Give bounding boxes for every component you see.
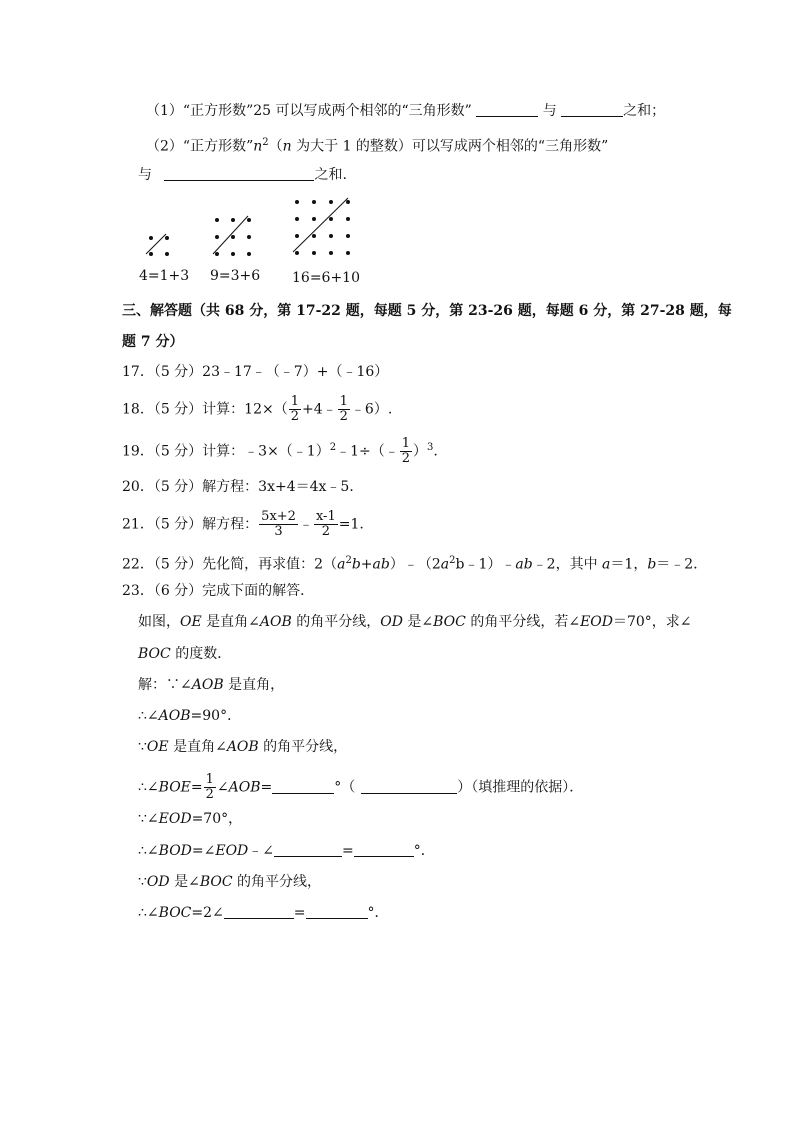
- fraction: $\frac{1}{2}$: [205, 772, 214, 802]
- figure-3-label: 16=6+10: [292, 270, 360, 286]
- question-19: 19．（5 分）计算：﹣3×（﹣1）$^2$﹣1÷（﹣ $\frac{1}{2}$ ）$^3$.: [122, 436, 438, 466]
- q23-description: 如图，OE 是直角∠AOB 的角平分线，OD 是∠BOC 的角平分线，若∠EOD＝70°，求∠: [138, 614, 692, 630]
- answer-blank[interactable]: [272, 779, 334, 794]
- question-23: 23．（6 分）完成下面的解答．: [122, 583, 315, 599]
- figure-3x3-dots: [213, 216, 251, 256]
- answer-blank[interactable]: [164, 166, 314, 181]
- reason-blank[interactable]: [361, 779, 457, 794]
- part-2-line: （2）“正方形数$”n^2(n$ 为大于 1 的整数）可以写成两个相邻的“三角形数”: [146, 137, 609, 155]
- figure-2-label: 9=3+6: [210, 268, 261, 284]
- q23-step-7: ∵OD 是∠BOC 的角平分线，: [138, 874, 322, 890]
- answer-blank[interactable]: [476, 102, 538, 117]
- figure-4x4-dots: [293, 198, 350, 255]
- answer-blank[interactable]: [224, 904, 294, 919]
- q23-step-2: ∴∠AOB=90°．: [138, 708, 242, 724]
- fraction: $\frac{1}{2}$: [339, 394, 348, 424]
- q23-description-cont: BOC 的度数．: [138, 646, 232, 662]
- figure-1-label: 4=1+3: [139, 268, 190, 284]
- section-3-heading: 三、解答题（共 68 分，第 17-22 题，每题 5 分，第 23-26 题，每题 6 分，第 27-28 题，每: [122, 303, 732, 319]
- question-21: 21．（5 分）解方程： $\frac{5x+2}{3}$ ﹣ $\frac{x-1}{2}$ =1.: [122, 509, 364, 539]
- part-2-line-cont: 与 之和.: [138, 167, 347, 183]
- answer-blank[interactable]: [274, 842, 342, 857]
- answer-blank[interactable]: [354, 842, 414, 857]
- q23-step-1: 解：∵∠AOB 是直角，: [138, 677, 285, 693]
- q23-step-8: ∴∠BOC=2∠ = °．: [138, 905, 389, 921]
- q23-step-5: ∵∠EOD=70°，: [138, 811, 243, 827]
- figure-2x2-dots: [146, 234, 169, 256]
- q23-step-3: ∵OE 是直角∠AOB 的角平分线，: [138, 739, 348, 755]
- fraction: $\frac{5x+2}{3}$: [261, 509, 296, 539]
- answer-blank[interactable]: [561, 102, 623, 117]
- part-1-line: （1）“正方形数”25 可以写成两个相邻的“三角形数” 与 之和；: [146, 103, 666, 119]
- question-17: 17．（5 分）23﹣17﹣（﹣7）+（﹣16）: [122, 364, 389, 380]
- question-18: 18．（5 分）计算：12×（ $\frac{1}{2}$ +4﹣ $\frac{1}{2}$ ﹣6）.: [122, 394, 393, 424]
- section-3-heading-cont: 题 7 分）: [122, 334, 184, 350]
- question-20: 20．（5 分）解方程：3x+4＝4x﹣5．: [122, 479, 364, 495]
- answer-blank[interactable]: [306, 904, 368, 919]
- fraction: $\frac{x-1}{2}$: [315, 509, 336, 539]
- q23-step-4: ∴∠BOE= $\frac{1}{2}$ ∠AOB= °（ ）（填推理的依据）．: [138, 772, 584, 802]
- fraction: $\frac{1}{2}$: [401, 436, 411, 466]
- fraction: $\frac{1}{2}$: [290, 394, 299, 424]
- q23-step-6: ∴∠BOD=∠EOD﹣∠ = °．: [138, 843, 435, 859]
- triangle-square-dot-figures: [130, 192, 370, 262]
- question-22: 22．（5 分）先化简，再求值：$2(a^2b+ab)﹣(2a^2b﹣1)﹣ab﹣2$，其中 a＝1，b＝﹣2．: [122, 555, 708, 573]
